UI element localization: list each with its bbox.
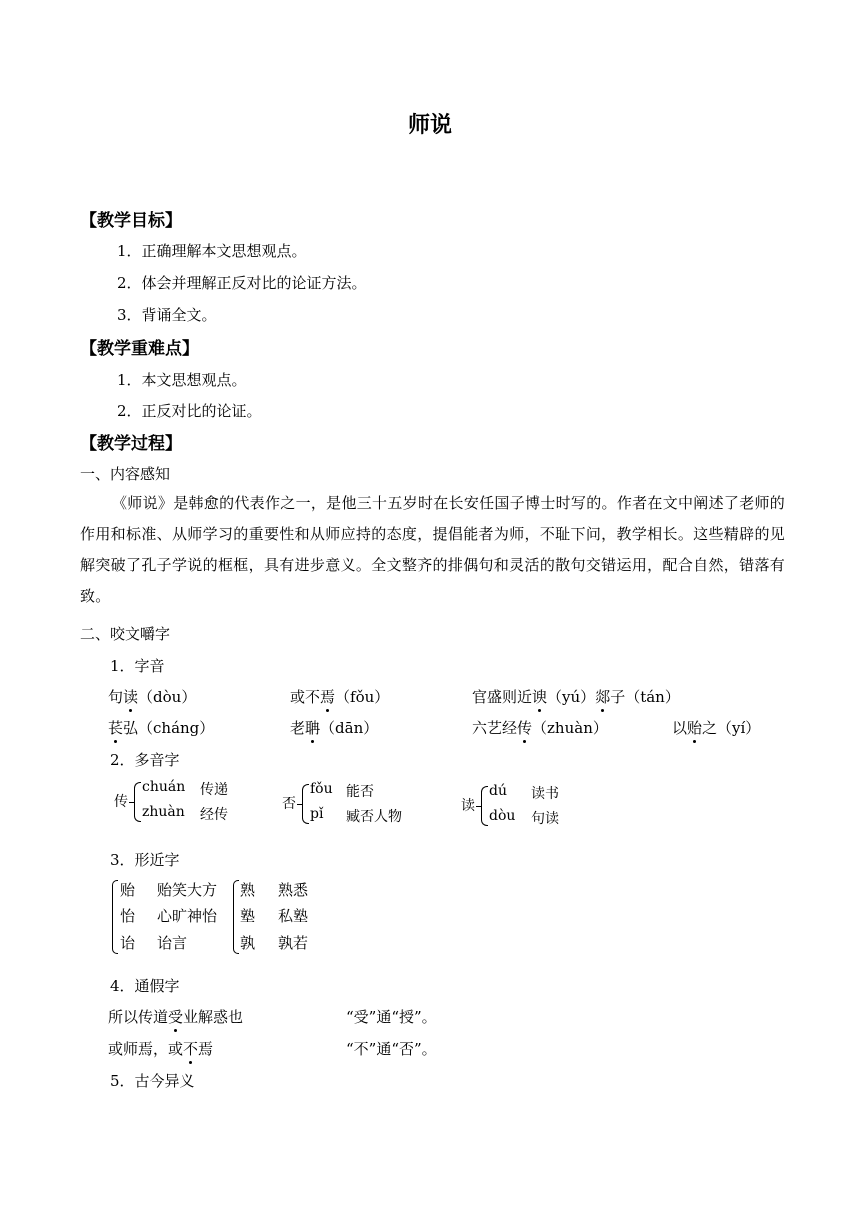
similar-word: 私塾 (278, 907, 309, 925)
polyphonic-char: 否 (282, 796, 296, 812)
similar-char: 诒 (120, 934, 136, 952)
similar-char: 贻 (120, 881, 136, 899)
word: 臧否人物 (346, 809, 402, 825)
tongjia-sentence: 或师焉，或不焉 (108, 1040, 214, 1058)
word: 读书 (531, 786, 559, 802)
section-heading-key-points: 【教学重难点】 (80, 339, 199, 359)
brace (481, 786, 488, 826)
brace (112, 880, 118, 954)
similar-word: 贻笑大方 (157, 881, 218, 899)
subsection-title: 3．形近字 (110, 851, 180, 869)
similar-char: 怡 (120, 907, 136, 925)
goal-item: 1．正确理解本文思想观点。 (117, 242, 307, 260)
brace (233, 880, 239, 954)
subsection-title: 5．古今异义 (110, 1072, 195, 1090)
page-title: 师说 (407, 112, 452, 138)
pronunciation-item: 或不焉（fǒu） (290, 688, 390, 706)
pronunciation-item: 六艺经传（zhuàn） (472, 719, 608, 737)
section-heading-goals: 【教学目标】 (80, 211, 182, 231)
pinyin: zhuàn (142, 804, 185, 820)
pronunciation-item: 苌弘（cháng） (108, 719, 215, 737)
goal-item: 2．体会并理解正反对比的论证方法。 (117, 274, 367, 292)
tongjia-note: “受”通“授”。 (346, 1008, 437, 1026)
tongjia-sentence: 所以传道受业解惑也 (108, 1008, 244, 1026)
similar-word: 心旷神怡 (157, 907, 218, 925)
similar-char: 塾 (240, 907, 256, 925)
word: 经传 (200, 807, 228, 823)
pinyin: pǐ (310, 806, 324, 822)
key-item: 2．正反对比的论证。 (117, 402, 262, 420)
word: 能否 (346, 784, 374, 800)
tongjia-note: “不”通“否”。 (346, 1040, 437, 1058)
key-item: 1．本文思想观点。 (117, 371, 247, 389)
pinyin: dòu (489, 808, 516, 824)
pronunciation-item: 句读（dòu） (108, 688, 197, 706)
similar-word: 诒言 (157, 934, 188, 952)
subsection-title: 2．多音字 (110, 751, 180, 769)
intro-paragraph: 《师说》是韩愈的代表作之一，是他三十五岁时在长安任国子博士时写的。作者在文中阐述了老师的作用和标准、从师学习的重要性和从师应持的态度，提倡能者为师，不耻下问，教学相长。这些精辟的见解突破了孔子学说的框框，具有进步意义。全文整齐的排偶句和灵活的散句交错运用，配合自然，错落有致。 (80, 494, 785, 605)
polyphonic-char: 读 (461, 798, 475, 814)
pinyin: fǒu (310, 781, 333, 797)
brace (302, 784, 309, 824)
brace (134, 782, 141, 822)
pinyin: dú (489, 783, 507, 799)
word: 句读 (531, 811, 559, 827)
subsection-title: 4．通假字 (110, 977, 180, 995)
similar-word: 熟悉 (278, 881, 309, 899)
similar-char: 熟 (240, 881, 256, 899)
similar-char: 孰 (240, 934, 256, 952)
polyphonic-char: 传 (114, 794, 128, 810)
similar-word: 孰若 (278, 934, 309, 952)
pronunciation-item: 官盛则近谀（yú）郯子（tán） (472, 688, 680, 706)
part-title: 二、咬文嚼字 (80, 625, 171, 643)
part-title: 一、内容感知 (80, 465, 171, 483)
section-heading-process: 【教学过程】 (80, 434, 182, 454)
subsection-title: 1．字音 (110, 657, 165, 675)
pinyin: chuán (142, 779, 186, 795)
pronunciation-item: 以贻之（yí） (672, 719, 761, 737)
pronunciation-item: 老聃（dān） (290, 719, 379, 737)
goal-item: 3．背诵全文。 (117, 306, 217, 324)
word: 传递 (200, 782, 228, 798)
